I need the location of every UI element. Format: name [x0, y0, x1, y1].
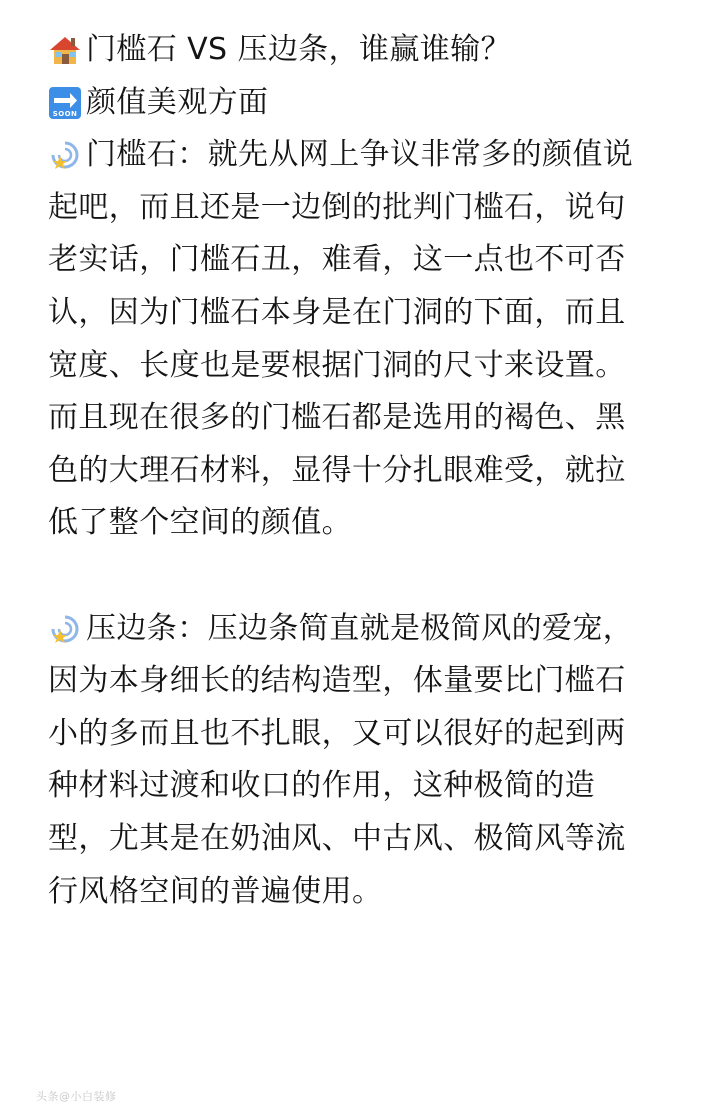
subheading-text: 颜值美观方面	[86, 84, 269, 120]
watermark: 头条@小白装修	[36, 1090, 117, 1103]
paragraph-line: 型，尤其是在奶油风、中古风、极简风等流	[48, 820, 626, 856]
paragraph2-line-3	[48, 708, 678, 761]
paragraph-line: 低了整个空间的颜值。	[48, 505, 352, 541]
heading-line	[48, 24, 678, 77]
paragraph2-line-2	[48, 655, 678, 708]
paragraph-spacer	[48, 550, 678, 603]
paragraph1-line-1	[48, 129, 678, 182]
paragraph-line: 而且现在很多的门槛石都是选用的褐色、黑	[48, 400, 626, 436]
paragraph1-line-3	[48, 234, 678, 287]
paragraph-line: 宽度、长度也是要根据门洞的尺寸来设置。	[48, 347, 626, 383]
svg-text:SOON: SOON	[52, 109, 78, 118]
subheading-line	[48, 77, 678, 130]
paragraph2-line-4	[48, 760, 678, 813]
dizzy-icon	[48, 612, 82, 646]
paragraph-line: 小的多而且也不扎眼，又可以很好的起到两	[48, 715, 626, 751]
paragraph2-line-5	[48, 813, 678, 866]
paragraph2-line-6	[48, 866, 678, 919]
paragraph1-line-8	[48, 497, 678, 550]
paragraph-line: 色的大理石材料，显得十分扎眼难受，就拉	[48, 452, 626, 488]
paragraph-line: 行风格空间的普遍使用。	[48, 873, 383, 909]
paragraph1-line-7	[48, 445, 678, 498]
paragraph1-line-4	[48, 287, 678, 340]
article	[48, 24, 678, 918]
heading-text: 门槛石 VS 压边条，谁赢谁输？	[86, 32, 512, 67]
paragraph-line: 因为本身细长的结构造型，体量要比门槛石	[48, 663, 626, 699]
paragraph-line: 老实话，门槛石丑，难看，这一点也不可否	[48, 242, 626, 278]
dizzy-icon	[48, 138, 82, 172]
paragraph1-line-6	[48, 392, 678, 445]
paragraph-line: 压边条：压边条简直就是极简风的爱宠，	[86, 610, 634, 646]
paragraph1-line-5	[48, 340, 678, 393]
paragraph1-line-2	[48, 182, 678, 235]
house-icon	[48, 33, 82, 67]
paragraph-line: 认，因为门槛石本身是在门洞的下面，而且	[48, 294, 626, 330]
paragraph2-line-1	[48, 603, 678, 656]
paragraph-line: 门槛石：就先从网上争议非常多的颜值说	[86, 137, 634, 173]
paragraph-line: 种材料过渡和收口的作用，这种极简的造	[48, 768, 596, 804]
soon-arrow-icon	[48, 86, 82, 120]
paragraph-line: 起吧，而且还是一边倒的批判门槛石，说句	[48, 189, 626, 225]
